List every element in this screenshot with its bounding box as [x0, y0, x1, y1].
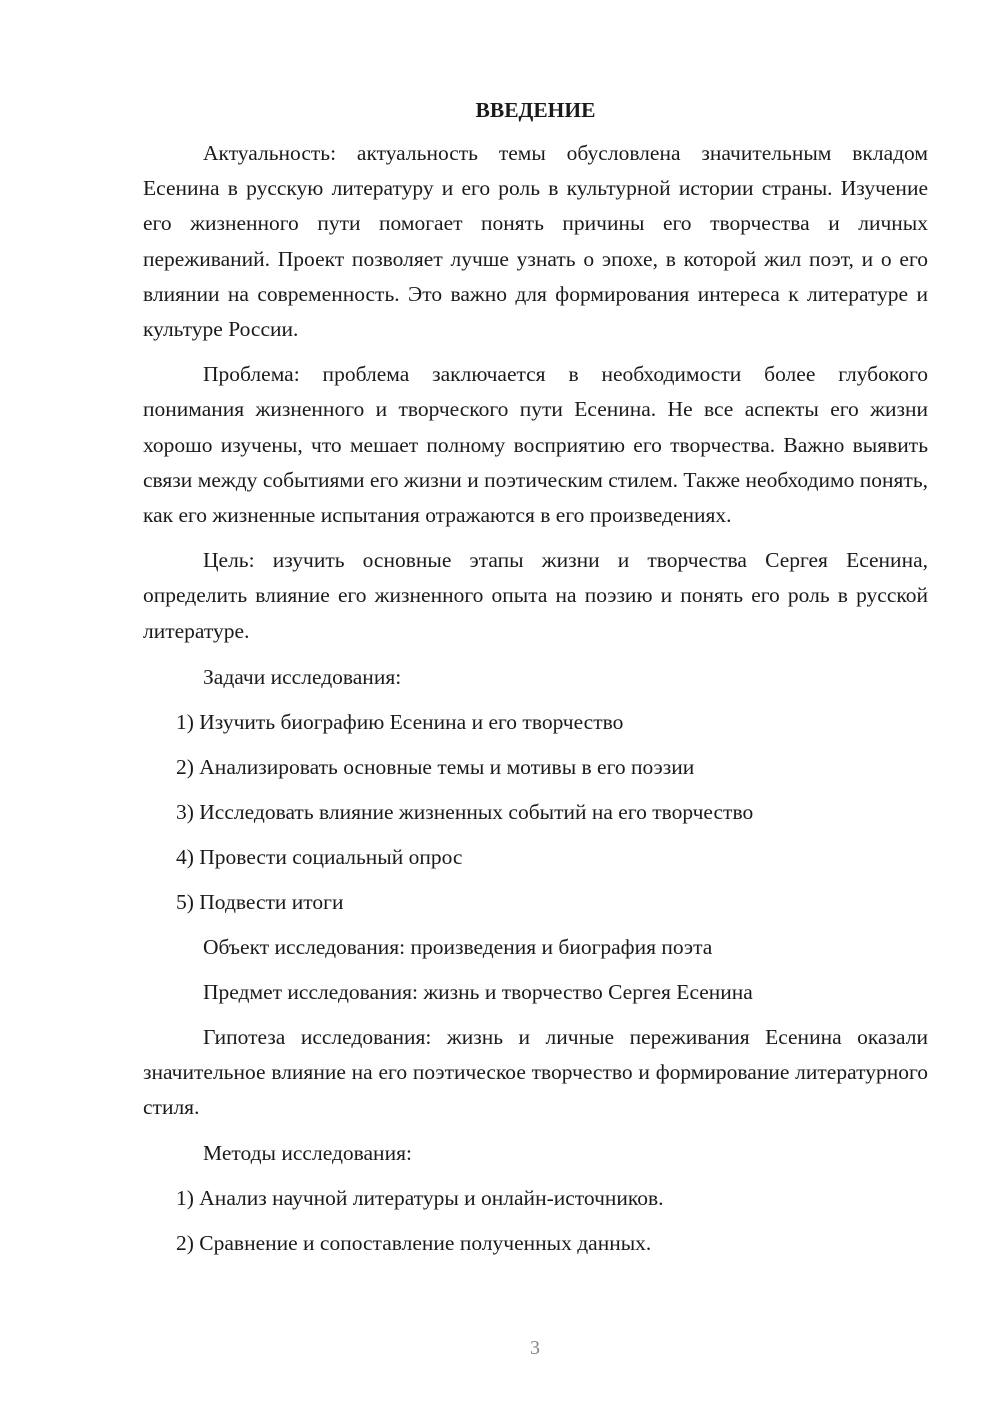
- task-item: 3) Исследовать влияние жизненных событий на его творчество: [176, 799, 754, 824]
- goal-paragraph: Цель: изучить основные этапы жизни и творчества Сергея Есенина, определить влияние его жизненного опыта на поэзию и понять его роль в русской литературе.: [143, 548, 928, 643]
- method-item: 1) Анализ научной литературы и онлайн-источников.: [176, 1186, 664, 1211]
- research-object: Объект исследования: произведения и биография поэта: [203, 934, 713, 959]
- methods-heading: Методы исследования:: [203, 1141, 412, 1166]
- task-item: 4) Провести социальный опрос: [176, 844, 463, 869]
- task-item: 5) Подвести итоги: [176, 889, 344, 914]
- tasks-heading: Задачи исследования:: [203, 664, 402, 689]
- relevance-paragraph: Актуальность: актуальность темы обусловлена значительным вкладом Есенина в русскую литературу и его роль в культурной истории страны. Изучение его жизненного пути помогает понять причины его творчества и личных переживаний. Проект позволяет лучше узнать о эпохе, в которой жил поэт, и о его влиянии на современность. Это важно для формирования интереса к литературе и культуре России.: [143, 141, 928, 342]
- page-number: 3: [530, 1337, 540, 1359]
- document-page: [143, 96, 928, 1274]
- task-item: 2) Анализировать основные темы и мотивы в его поэзии: [176, 754, 695, 779]
- problem-paragraph: Проблема: проблема заключается в необходимости более глубокого понимания жизненного и творческого пути Есенина. Не все аспекты его жизни хорошо изучены, что мешает полному восприятию его творчества. Важно выявить связи между событиями его жизни и поэтическим стилем. Также необходимо понять, как его жизненные испытания отражаются в его произведениях.: [143, 362, 928, 528]
- section-title: ВВЕДЕНИЕ: [475, 98, 596, 122]
- hypothesis-paragraph: Гипотеза исследования: жизнь и личные переживания Есенина оказали значительное влияние на его поэтическое творчество и формирование литературного стиля.: [143, 1024, 928, 1120]
- method-item: 2) Сравнение и сопоставление полученных данных.: [176, 1231, 652, 1256]
- research-subject: Предмет исследования: жизнь и творчество Сергея Есенина: [203, 979, 753, 1004]
- task-item: 1) Изучить биографию Есенина и его творчество: [176, 709, 624, 734]
